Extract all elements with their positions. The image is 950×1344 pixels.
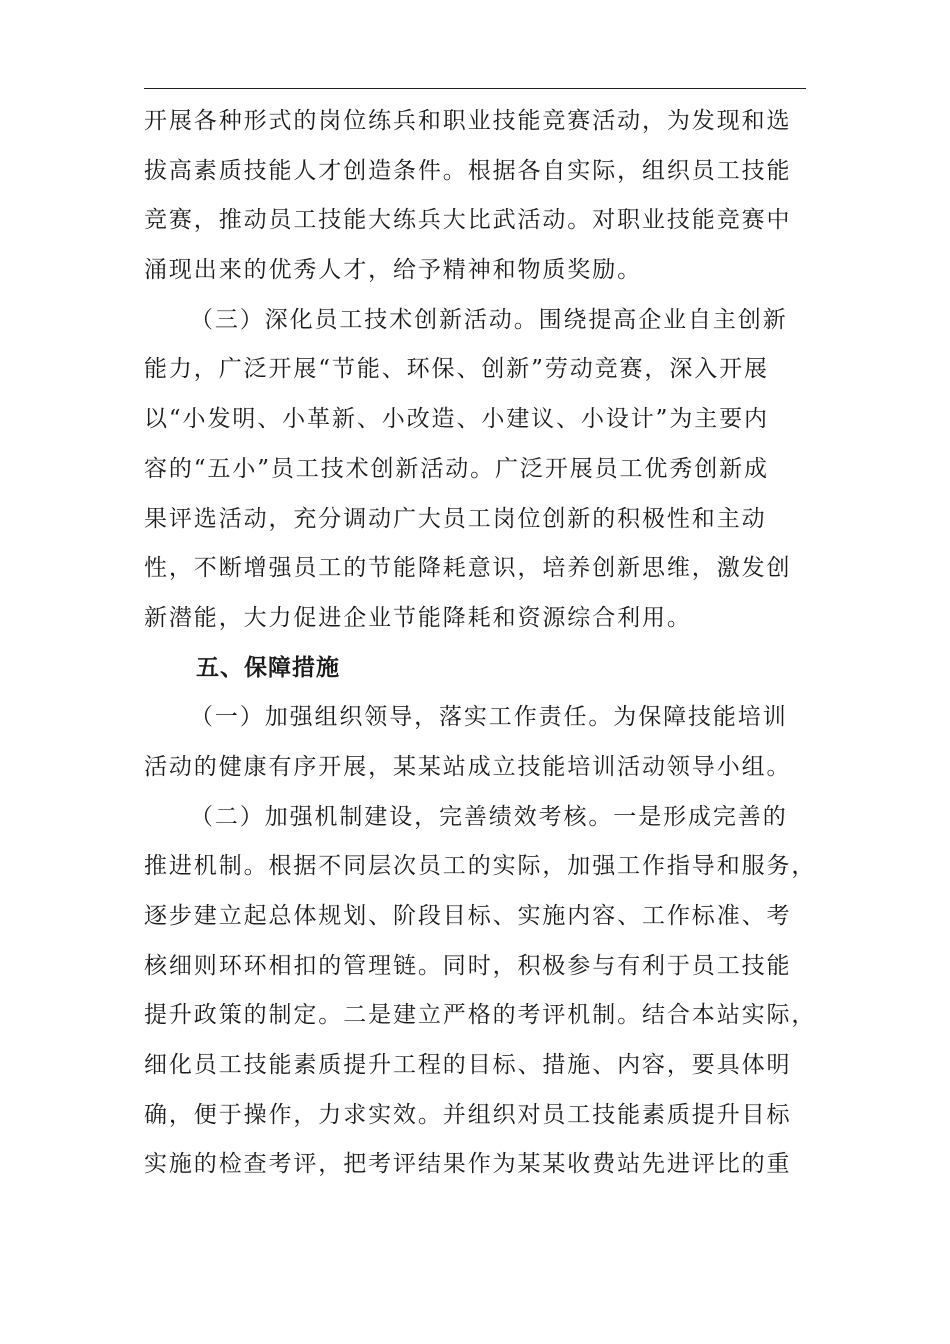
- text-line: 新潜能，大力促进企业节能降耗和资源综合利用。: [144, 604, 692, 631]
- document-body: [144, 97, 817, 1190]
- text-line: 核细则环环相扣的管理链。同时，积极参与有利于员工技能: [144, 952, 792, 979]
- text-line: 确，便于操作，力求实效。并组织对员工技能素质提升目标: [144, 1101, 792, 1128]
- section-heading: 五、保障措施: [196, 654, 340, 681]
- text-line: 提升政策的制定。二是建立严格的考评机制。结合本站实际，: [144, 1002, 817, 1029]
- paragraph-start-line: （三）深化员工技术创新活动。围绕提高企业自主创新: [190, 306, 788, 333]
- text-line: 以“小发明、小革新、小改造、小建议、小设计”为主要内: [144, 406, 769, 433]
- text-line: 能力，广泛开展“节能、环保、创新”劳动竞赛，深入开展: [144, 356, 769, 383]
- text-line: 细化员工技能素质提升工程的目标、措施、内容，要具体明: [144, 1052, 792, 1079]
- text-line: 拔高素质技能人才创造条件。根据各自实际，组织员工技能: [144, 157, 792, 184]
- paragraph-start-line: （二）加强机制建设，完善绩效考核。一是形成完善的: [190, 803, 788, 830]
- text-line: 果评选活动，充分调动广大员工岗位创新的积极性和主动: [144, 505, 767, 532]
- text-line: 推进机制。根据不同层次员工的实际，加强工作指导和服务，: [144, 853, 817, 880]
- text-line: 开展各种形式的岗位练兵和职业技能竞赛活动，为发现和选: [144, 108, 792, 134]
- text-line: 竞赛，推动员工技能大练兵大比武活动。对职业技能竞赛中: [144, 207, 792, 234]
- text-line: 容的“五小”员工技术创新活动。广泛开展员工优秀创新成: [144, 455, 769, 482]
- text-line: 涌现出来的优秀人才，给予精神和物质奖励。: [144, 257, 642, 284]
- text-line: 实施的检查考评，把考评结果作为某某收费站先进评比的重: [144, 1151, 792, 1178]
- header-rule: [144, 88, 806, 89]
- text-line: 性，不断增强员工的节能降耗意识，培养创新思维，激发创: [144, 555, 792, 582]
- text-line: 逐步建立起总体规划、阶段目标、实施内容、工作标准、考: [144, 903, 792, 929]
- text-line: 活动的健康有序开展，某某站成立技能培训活动领导小组。: [144, 753, 792, 780]
- paragraph-start-line: （一）加强组织领导，落实工作责任。为保障技能培训: [190, 704, 788, 731]
